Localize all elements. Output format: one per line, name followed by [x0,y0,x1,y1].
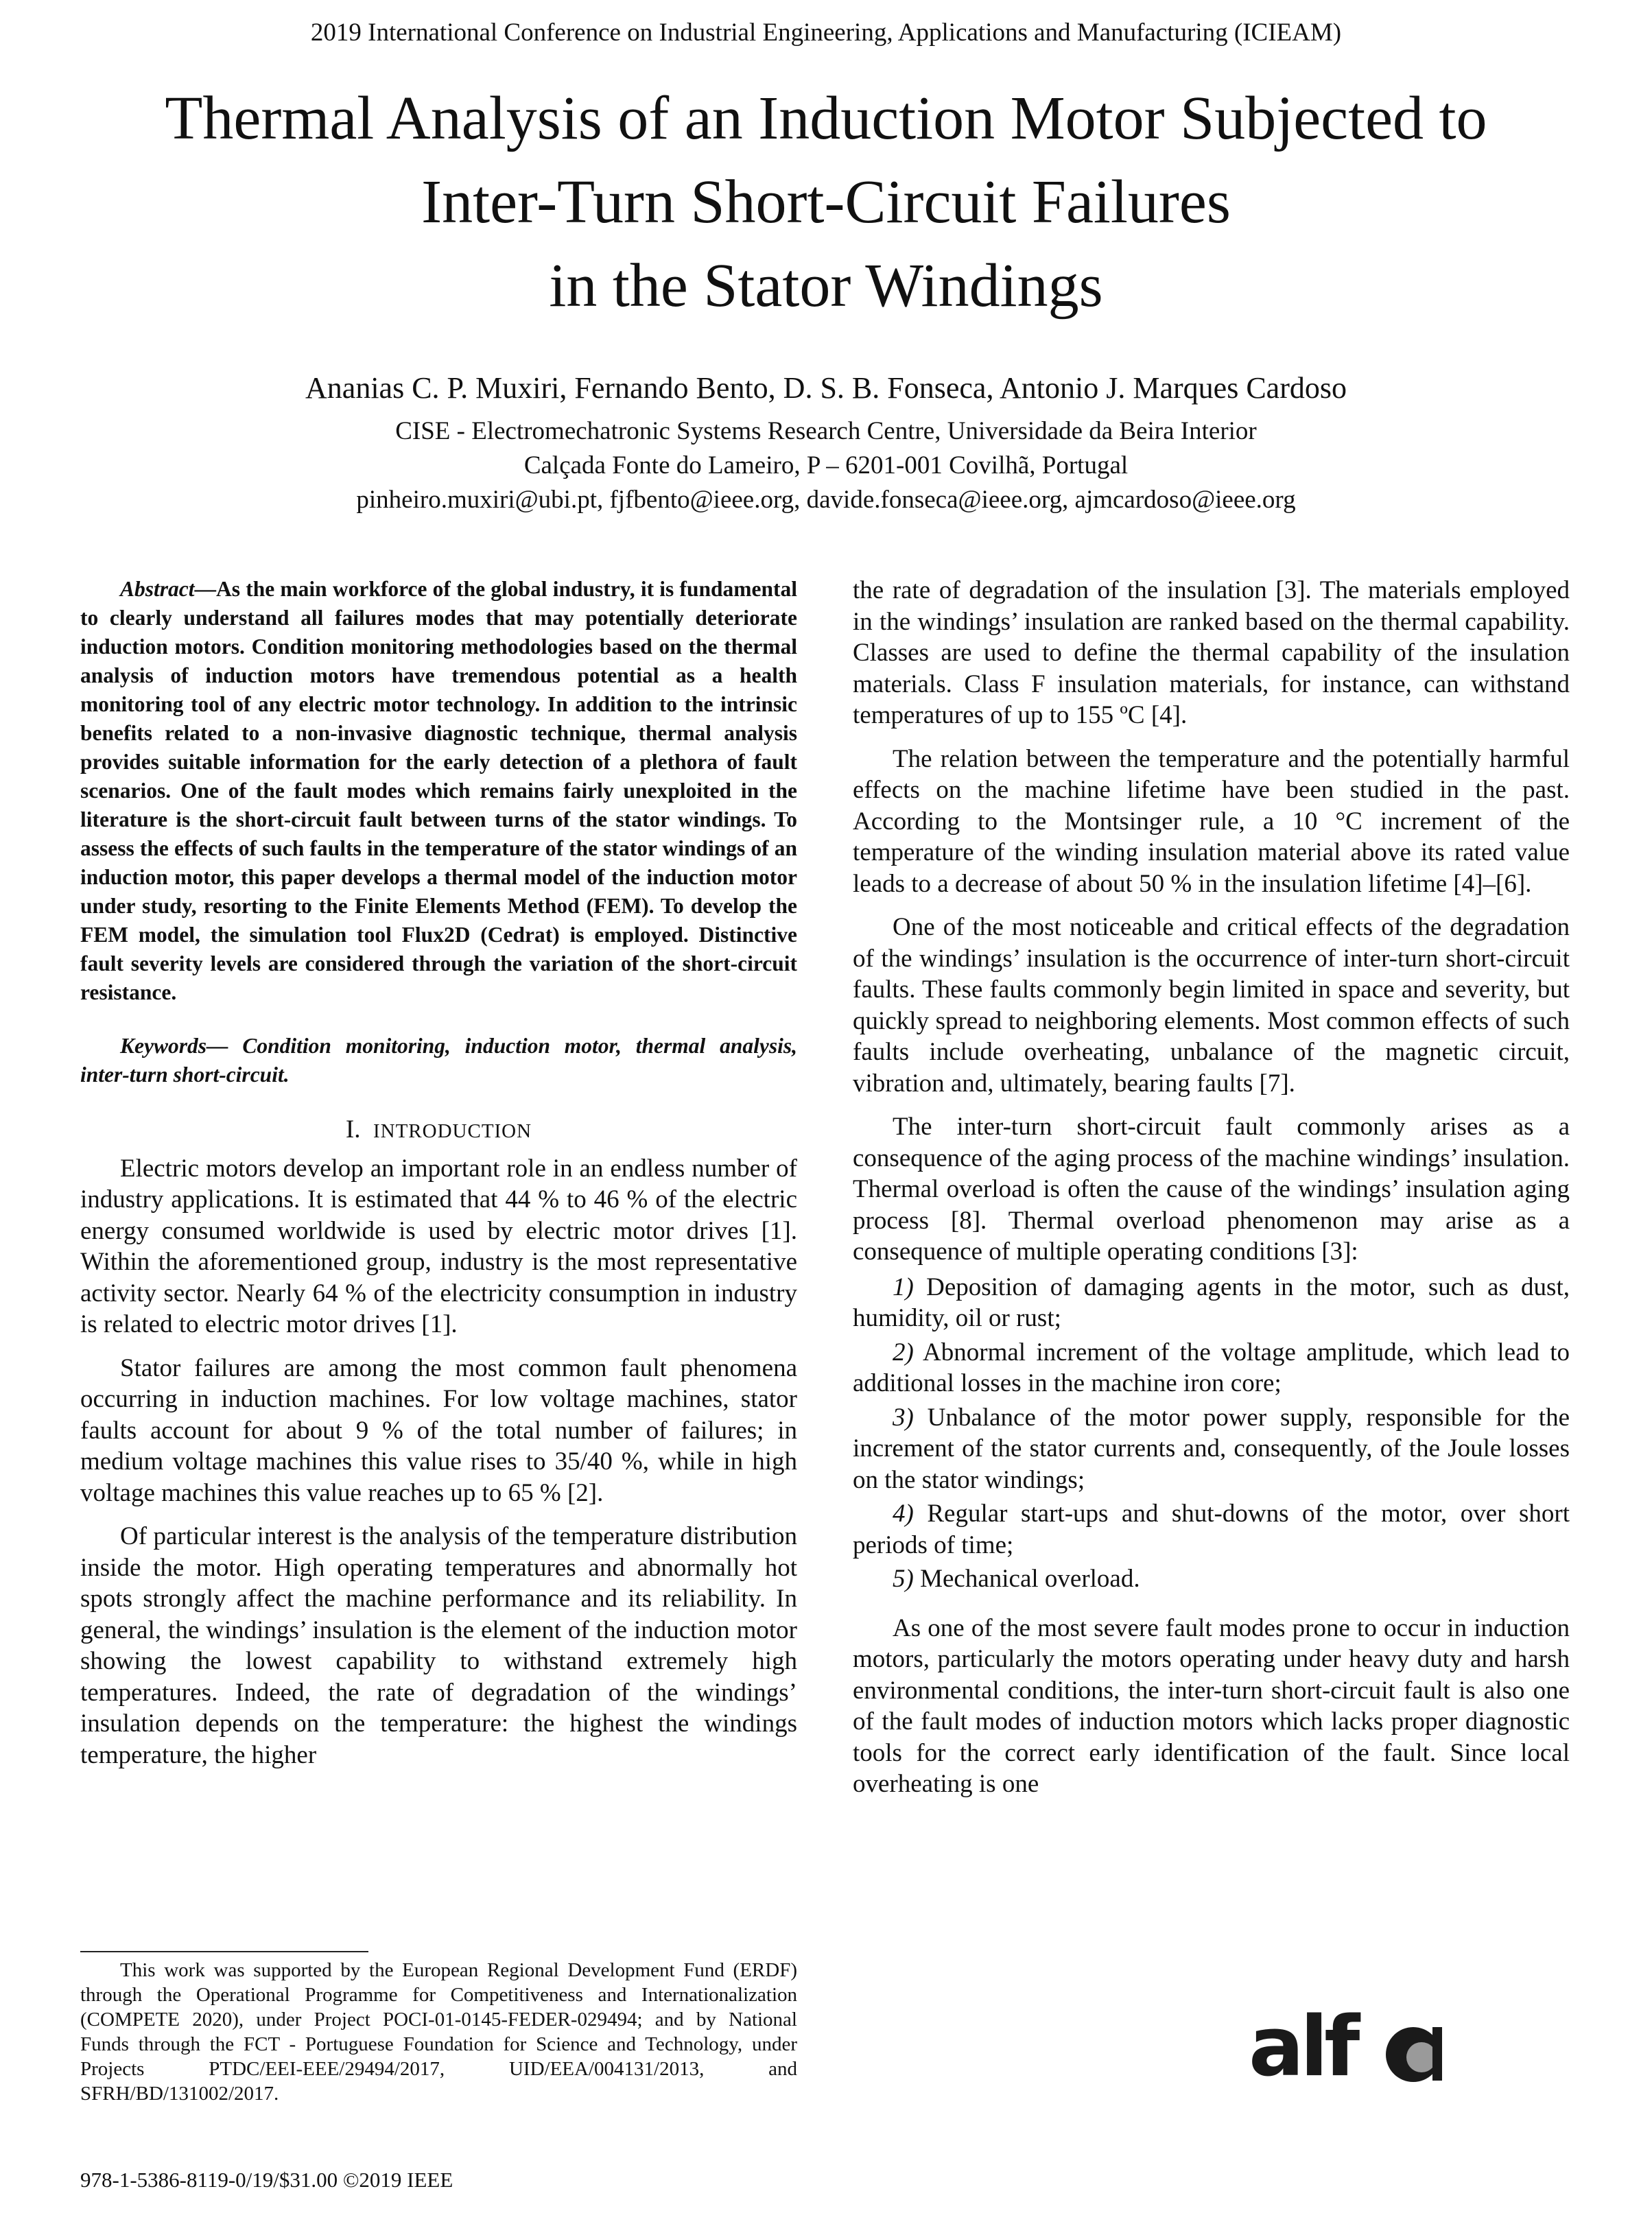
paragraph: The inter-turn short-circuit fault commonly arises as a consequence of the aging process of the machine windings’ insulation. Thermal overload is often the cause of the windings’ insulation aging process [8]. Thermal overload phenomenon may arise as a consequence of multiple operating conditions [3]: [853,1113,1570,1266]
list-item [853,1498,1570,1561]
abstract-dash: — [194,577,217,601]
paragraph: Of particular interest is the analysis of the temperature distribution inside the motor. High operating temperatures and abnormally hot spots strongly affect the machine performance and its reliability. In general, the windings’ insulation is the element of the induction motor showing the lowest capability to withstand extremely high temperatures. Indeed, the rate of degradation of the windings’ insulation depends on the temperature: the highest the windings temperature, the higher [80,1522,797,1769]
paragraph: the rate of degradation of the insulation [3]. The materials employed in the windings’ insulation are ranked based on the thermal capability. Classes are used to define the thermal capability of the insulation materials. Class F insulation materials, for instance, can withstand temperatures of up to 155 ºC [4]. [853,576,1570,729]
affiliation-line-2: Calçada Fonte do Lameiro, P – 6201-001 Covilhã, Portugal [523,451,1129,480]
keywords [80,1032,797,1089]
alfa-logo-icon [1249,2000,1448,2089]
list-item [853,1402,1570,1496]
funding-footnote: This work was supported by the European Regional Development Fund (ERDF) through the Operational Programme for Competitiveness and Internationalization (COMPETE 2020), under Project POCI-01-0145-FEDER-029494; and by National Funds through the FCT - Portuguese Foundation for Science and Technology, under Projects PTDC/EEI-EEE/29494/2017, UID/EEA/004131/2013, and SFRH/BD/131002/2017. [80,1959,797,2105]
title-line-2: Inter-Turn Short-Circuit Failures [421,168,1231,236]
list-item-number: 5) [893,1565,914,1593]
right-column [853,575,1570,1812]
list-item-text: Abnormal increment of the voltage amplitude, which lead to additional losses in the machine iron core; [853,1338,1570,1397]
paper-title [41,77,1611,328]
list-item [853,1272,1570,1334]
section-heading-introduction [80,1114,797,1148]
paragraph: One of the most noticeable and critical effects of the degradation of the windings’ insulation is the occurrence of inter-turn short-circuit faults. These faults commonly begin limited in space and severity, but quickly spread to neighboring elements. Most common effects of such faults include overheating, unbalance of the magnetic circuit, vibration and, ultimately, bearing faults [7]. [853,913,1570,1098]
keywords-text: Condition monitoring, induction motor, thermal analysis, inter-turn short-circuit. [80,1034,797,1087]
paragraph: The relation between the temperature and the potentially harmful effects on the machine lifetime have been studied in the past. According to the Montsinger rule, a 10 °C increment of the temperature of the winding insulation material above its rated value leads to a decrease of about 50 % in the insulation lifetime [4]–[6]. [853,744,1570,898]
left-column [80,575,797,1783]
paragraph: As one of the most severe fault modes prone to occur in induction motors, particularly the motors operating under heavy duty and harsh environmental conditions, the inter-turn short-circuit fault is also one of the fault modes of induction motors which lacks proper diagnostic tools for the correct early identification of the fault. Since local overheating is one [853,1613,1570,1798]
list-item-number: 3) [893,1403,914,1432]
list-item-number: 2) [893,1338,914,1366]
abstract [80,575,797,1007]
paragraph: Electric motors develop an important role in an endless number of industry applications. It is estimated that 44 % to 46 % of the electric energy consumed worldwide is used by electric motor drives [1]. Within the aforementioned group, industry is the most representative activity sector. Nearly 64 % of the electricity consumption in industry is related to electric motor drives [1]. [80,1154,797,1338]
isbn-copyright: 978-1-5386-8119-0/19/$31.00 ©2019 IEEE [80,2168,453,2192]
abstract-text: As the main workforce of the global industry, it is fundamental to clearly understand all failures modes that may potentially deteriorate induction motors. Condition monitoring methodologies based on the thermal analysis of induction motors have tremendous potential as a health monitoring tool of any electric motor technology. In addition to the intrinsic benefits related to a non-invasive diagnostic technique, thermal analysis provides suitable information for the early detection of a plethora of fault scenarios. One of the fault modes which remains fairly unexploited in the literature is the short-circuit fault between turns of the stator windings. To assess the effects of such faults in the temperature of the stator windings of an induction motor, this paper develops a thermal model of the induction motor under study, resorting to the Finite Elements Method (FEM). To develop the FEM model, the simulation tool Flux2D (Cedrat) is employed. Distinctive fault severity levels are considered through the variation of the short-circuit resistance. [80,577,797,1004]
keywords-label: Keywords— [120,1034,228,1058]
list-item [853,1563,1570,1595]
list-item-text: Mechanical overload. [913,1565,1140,1593]
author-emails: pinheiro.muxiri@ubi.pt, fjfbento@ieee.org, davide.fonseca@ieee.org, ajmcardoso@ieee.org [356,486,1296,514]
list-item-number: 1) [893,1273,914,1301]
author-list: Ananias C. P. Muxiri, Fernando Bento, D. S. B. Fonseca, Antonio J. Marques Cardoso [305,371,1347,405]
title-line-3: in the Stator Windings [549,252,1103,320]
list-item [853,1337,1570,1399]
affiliation-line-1: CISE - Electromechatronic Systems Research Centre, Universidade da Beira Interior [395,417,1257,445]
footnote-rule [80,1951,368,1952]
svg-text:alf: alf [1249,2000,1356,2089]
list-item-number: 4) [893,1500,914,1528]
paragraph: Stator failures are among the most common fault phenomena occurring in induction machines. For low voltage machines, stator faults account for about 9 % of the total number of failures; in medium voltage machines this value rises to 35/40 %, while in high voltage machines this value reaches up to 65 % [2]. [80,1353,797,1507]
list-item-text: Deposition of damaging agents in the motor, such as dust, humidity, oil or rust; [853,1273,1570,1332]
section-title: INTRODUCTION [373,1120,532,1142]
abstract-label: Abstract [120,577,195,601]
list-item-text: Unbalance of the motor power supply, responsible for the increment of the stator currents and, consequently, of the Joule losses on the stator windings; [853,1403,1570,1494]
title-line-1: Thermal Analysis of an Induction Motor Subjected to [165,84,1487,152]
section-number: I. [345,1115,361,1144]
list-item-text: Regular start-ups and shut-downs of the motor, over short periods of time; [853,1500,1570,1559]
conference-header: 2019 International Conference on Industrial Engineering, Applications and Manufacturing (ICIEAM) [310,19,1342,47]
